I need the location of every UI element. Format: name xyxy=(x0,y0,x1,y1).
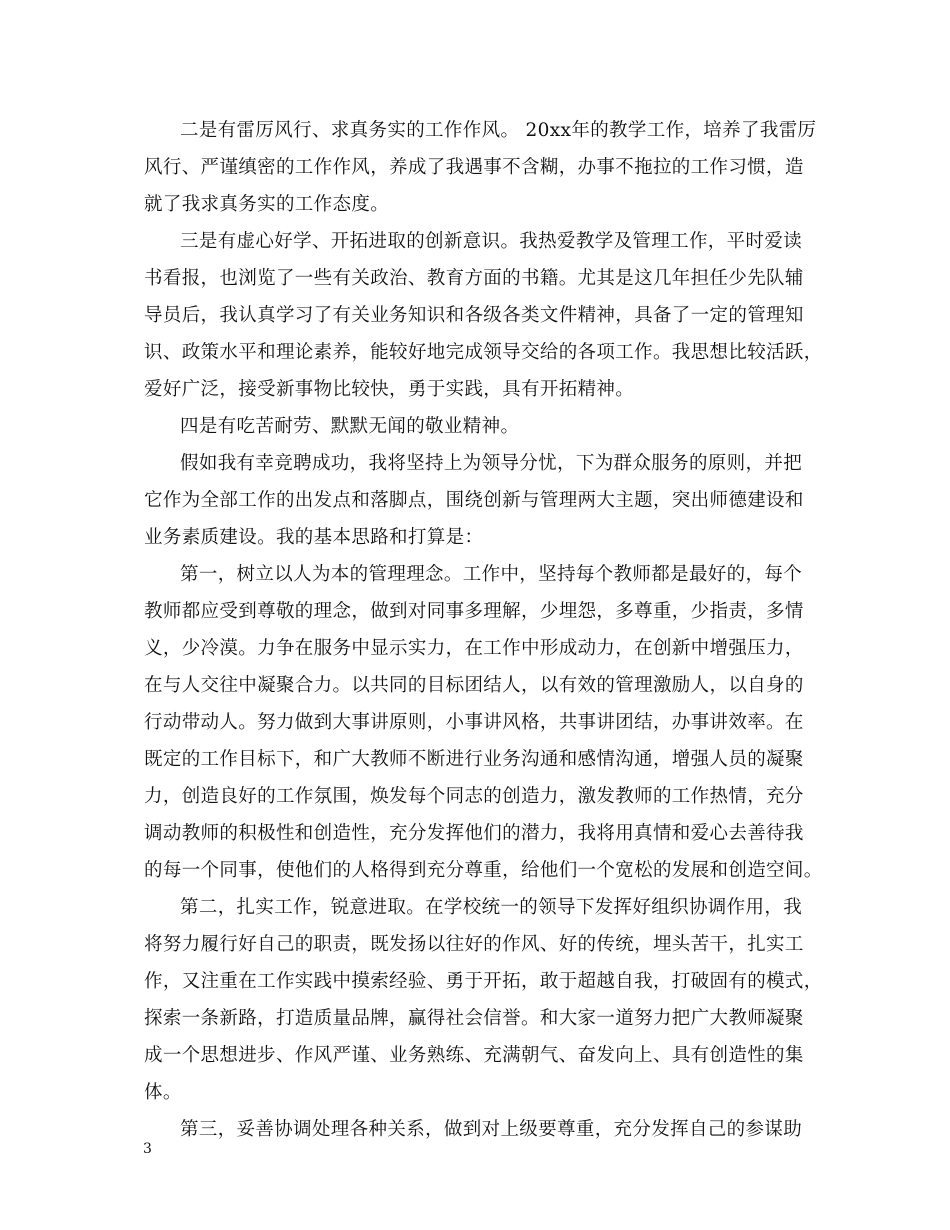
page-number: 3 xyxy=(143,1141,152,1157)
text-line: 识、政策水平和理论素养，能较好地完成领导交给的各项工作。我思想比较活跃， xyxy=(144,342,823,363)
text-line: 第一，树立以人为本的管理理念。工作中，坚持每个教师都是最好的，每个 xyxy=(180,564,803,585)
text-line: 的每一个同事，使他们的人格得到充分尊重，给他们一个宽松的发展和创造空间。 xyxy=(144,860,823,881)
text-line: 义，少冷漠。力争在服务中显示实力，在工作中形成动力，在创新中增强压力， xyxy=(144,638,804,659)
text-line: 二是有雷厉风行、求真务实的工作作风。 20xx年的教学工作，培养了我雷厉 xyxy=(180,120,817,141)
text-line: 调动教师的积极性和创造性，充分发挥他们的潜力，我将用真情和爱心去善待我 xyxy=(144,823,804,844)
text-line: 业务素质建设。我的基本思路和打算是： xyxy=(144,527,484,548)
text-line: 导员后，我认真学习了有关业务知识和各级各类文件精神，具备了一定的管理知 xyxy=(144,305,804,326)
text-line: 书看报，也浏览了一些有关政治、教育方面的书籍。尤其是这几年担任少先队辅 xyxy=(144,268,804,289)
text-line: 第三，妥善协调处理各种关系，做到对上级要尊重，充分发挥自己的参谋助 xyxy=(180,1119,803,1140)
text-line: 第二，扎实工作，锐意进取。在学校统一的领导下发挥好组织协调作用，我 xyxy=(180,897,803,918)
text-line: 三是有虚心好学、开拓进取的创新意识。我热爱教学及管理工作，平时爱读 xyxy=(180,231,803,252)
text-line: 作，又注重在工作实践中摸索经验、勇于开拓，敢于超越自我，打破固有的模式， xyxy=(144,971,823,992)
text-line: 在与人交往中凝聚合力。以共同的目标团结人，以有效的管理激励人，以自身的 xyxy=(144,675,804,696)
text-line: 探索一条新路，打造质量品牌，赢得社会信誉。和大家一道努力把广大教师凝聚 xyxy=(144,1008,804,1029)
text-line: 力，创造良好的工作氛围，焕发每个同志的创造力，激发教师的工作热情，充分 xyxy=(144,786,804,807)
text-line: 风行、严谨缜密的工作作风，养成了我遇事不含糊，办事不拖拉的工作习惯，造 xyxy=(144,157,804,178)
text-line: 行动带动人。努力做到大事讲原则，小事讲风格，共事讲团结，办事讲效率。在 xyxy=(144,712,804,733)
text-line: 它作为全部工作的出发点和落脚点，围绕创新与管理两大主题，突出师德建设和 xyxy=(144,490,804,511)
text-line: 体。 xyxy=(144,1082,182,1103)
text-line: 爱好广泛，接受新事物比较快，勇于实践，具有开拓精神。 xyxy=(144,379,635,400)
text-line: 假如我有幸竞聘成功，我将坚持上为领导分忧，下为群众服务的原则，并把 xyxy=(180,453,803,474)
text-line: 教师都应受到尊敬的理念，做到对同事多理解，少埋怨，多尊重，少指责，多情 xyxy=(144,601,804,622)
text-line: 就了我求真务实的工作态度。 xyxy=(144,194,390,215)
text-line: 将努力履行好自己的职责，既发扬以往好的作风、好的传统，埋头苦干，扎实工 xyxy=(144,934,804,955)
text-line: 既定的工作目标下，和广大教师不断进行业务沟通和感情沟通，增强人员的凝聚 xyxy=(144,749,804,770)
text-line: 成一个思想进步、作风严谨、业务熟练、充满朝气、奋发向上、具有创造性的集 xyxy=(144,1045,804,1066)
text-line: 四是有吃苦耐劳、默默无闻的敬业精神。 xyxy=(180,416,520,437)
